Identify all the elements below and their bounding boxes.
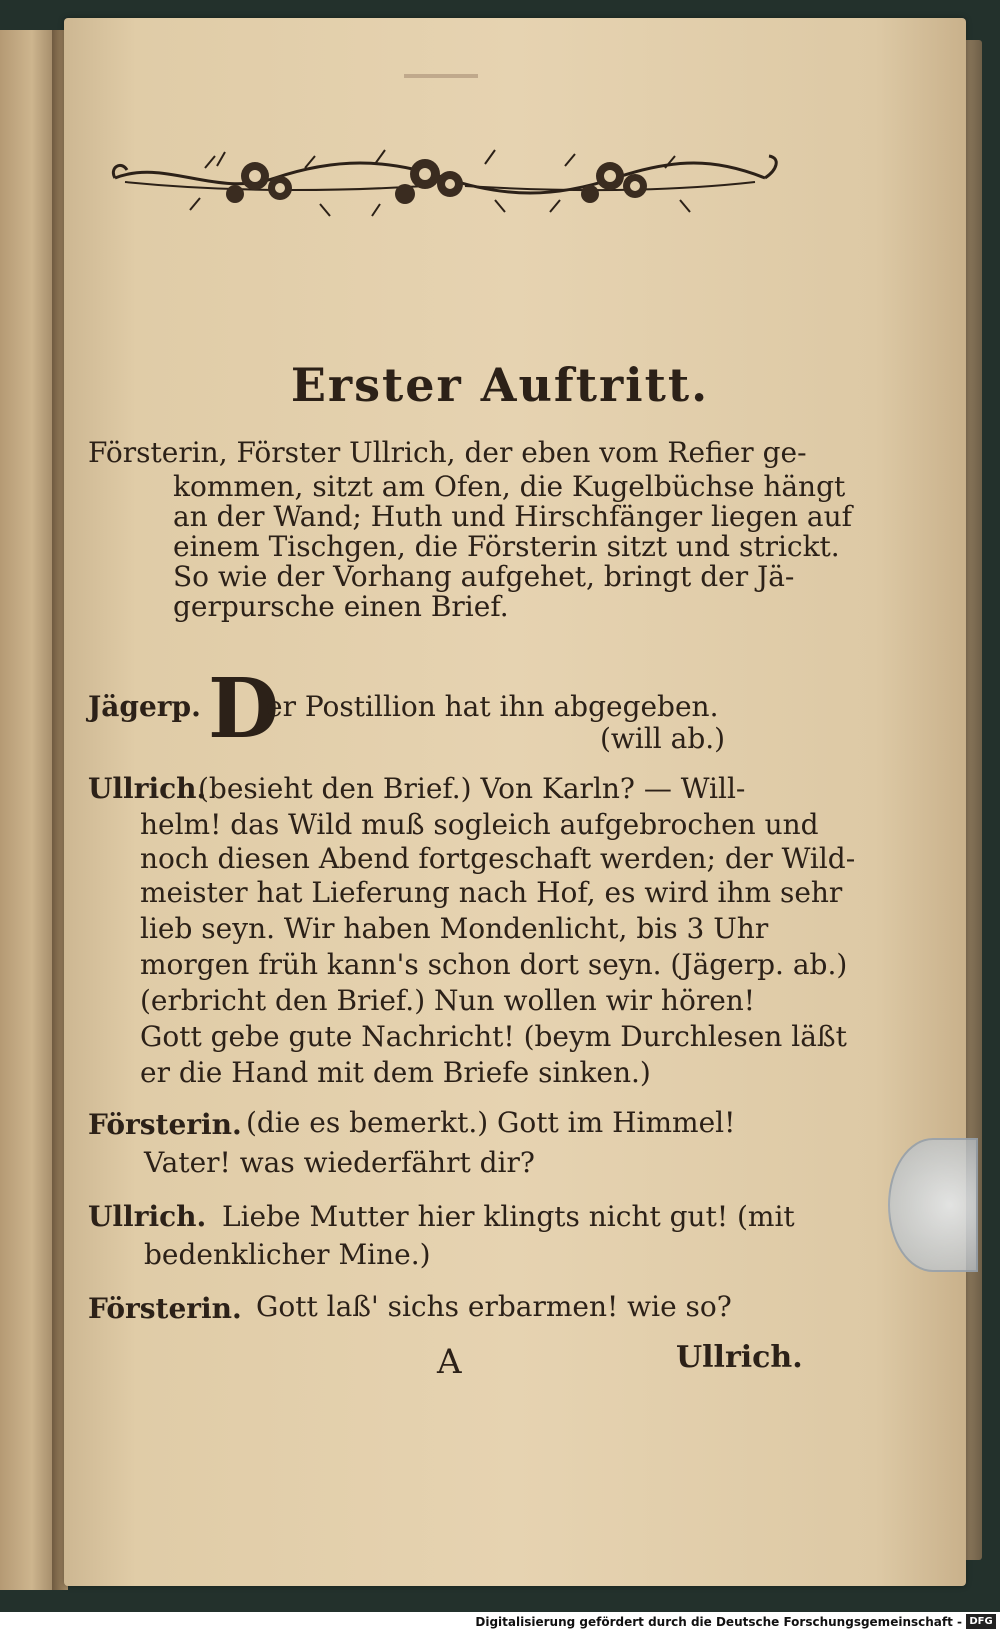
speaker-name: Försterin. [88, 1292, 242, 1325]
signature-mark: A [437, 1342, 462, 1382]
speech-line: Liebe Mutter hier klingts nicht gut! (mit [222, 1200, 795, 1233]
dfg-logo: DFG [966, 1614, 996, 1629]
floral-ornament [105, 138, 785, 228]
speech-line: Gott gebe gute Nachricht! (beym Durchlesen läßt [140, 1020, 847, 1053]
drop-cap: D [208, 661, 280, 757]
page-clip [888, 1138, 978, 1272]
speech-line: lieb seyn. Wir haben Mondenlicht, bis 3 Uhr [140, 912, 769, 945]
catchword: Ullrich. [676, 1340, 803, 1375]
speech-text: er Postillion hat ihn abgegeben. [266, 690, 719, 723]
speaker-name: Försterin. [88, 1108, 242, 1141]
faded-header-mark [404, 74, 478, 78]
footer-credit: Digitalisierung gefördert durch die Deutsche Forschungsgemeinschaft - [475, 1615, 962, 1629]
speech-line: (besieht den Brief.) Von Karln? — Will- [198, 772, 746, 805]
stage-line: gerpursche einen Brief. [173, 590, 509, 623]
stage-line: Försterin, Förster Ullrich, der eben vom Refier ge- [88, 436, 807, 469]
stage-line: kommen, sitzt am Ofen, die Kugelbüchse hängt [173, 470, 846, 503]
speaker-name: Ullrich. [88, 772, 207, 805]
speech-line: Vater! was wiederfährt dir? [144, 1146, 535, 1179]
speech-line: noch diesen Abend fortgeschaft werden; der Wild- [140, 842, 856, 875]
speaker-name: Jägerp. [88, 690, 201, 723]
stage-line: einem Tischgen, die Försterin sitzt und strickt. [173, 530, 840, 563]
speaker-name: Ullrich. [88, 1200, 207, 1233]
speech-text: Gott laß' sichs erbarmen! wie so? [256, 1290, 732, 1323]
stage-aside: (will ab.) [600, 722, 726, 755]
speech-line: (erbricht den Brief.) Nun wollen wir hören! [140, 984, 756, 1017]
facing-page-edge [0, 30, 58, 1590]
stage-line: So wie der Vorhang aufgehet, bringt der Jä- [173, 560, 795, 593]
stage-line: an der Wand; Huth und Hirschfänger liegen auf [173, 500, 852, 533]
speech-line: morgen früh kann's schon dort seyn. (Jägerp. ab.) [140, 948, 848, 981]
scene-title: Erster Auftritt. [290, 358, 710, 412]
speech-line: er die Hand mit dem Briefe sinken.) [140, 1056, 651, 1089]
speech-line: (die es bemerkt.) Gott im Himmel! [246, 1106, 736, 1139]
speech-line: helm! das Wild muß sogleich aufgebrochen und [140, 808, 819, 841]
speech-line: meister hat Lieferung nach Hof, es wird ihm sehr [140, 876, 843, 909]
speech-line: bedenklicher Mine.) [144, 1238, 431, 1271]
